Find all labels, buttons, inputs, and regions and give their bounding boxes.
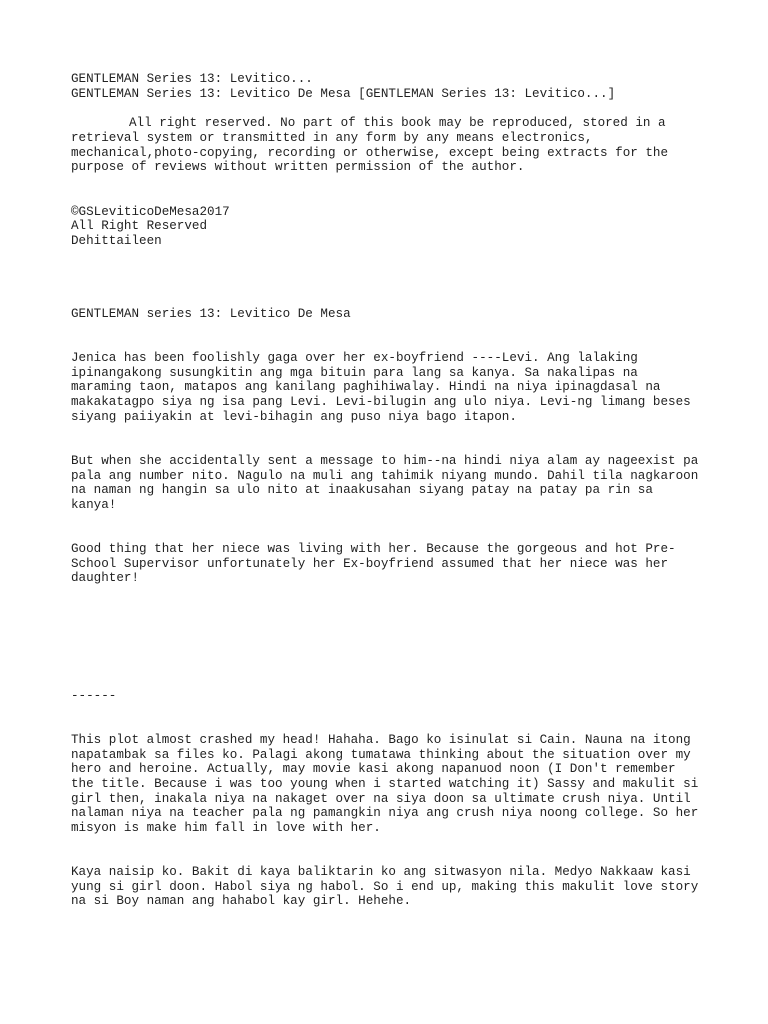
author-note-line: Kaya naisip ko. Bakit di kaya baliktarin ko ang sitwasyon nila. Medyo Nakkaaw kasi xyxy=(71,865,691,879)
author-note-line: na si Boy naman ang hahabol kay girl. Hehehe. xyxy=(71,894,412,908)
author-note-line: misyon is make him fall in love with her. xyxy=(71,821,381,835)
author-note-line: This plot almost crashed my head! Hahaha. Bago ko isinulat si Cain. Nauna na itong xyxy=(71,733,691,747)
author-note-line: girl then, inakala niya na nakaget over na siya doon sa ultimate crush niya. Until xyxy=(71,792,691,806)
author-note-line: nalaman niya na teacher pala ng pamangkin niya ang crush niya noong college. So her xyxy=(71,806,699,820)
synopsis-line: But when she accidentally sent a message to him--na hindi niya alam ay nageexist pa xyxy=(71,454,699,468)
copyright-notice-line: purpose of reviews without written permission of the author. xyxy=(71,160,525,174)
copyright-tag: ©GSLeviticoDeMesa2017 xyxy=(71,205,230,219)
author-note-line: the title. Because i was too young when i started watching it) Sassy and makulit si xyxy=(71,777,699,791)
rights-reserved: All Right Reserved xyxy=(71,219,208,233)
synopsis-line: School Supervisor unfortunately her Ex-boyfriend assumed that her niece was her xyxy=(71,557,669,571)
synopsis-line: makakatagpo siya ng isa pang Levi. Levi-bilugin ang ulo niya. Levi-ng limang beses xyxy=(71,395,691,409)
synopsis-line: na naman ng hangin sa ulo nito at inaakusahan siyang patay na patay pa rin sa xyxy=(71,483,653,497)
copyright-notice-line: All right reserved. No part of this book may be reproduced, stored in a xyxy=(129,116,666,130)
section-divider: ------ xyxy=(71,689,117,703)
synopsis-line: Jenica has been foolishly gaga over her ex-boyfriend ----Levi. Ang lalaking xyxy=(71,351,638,365)
synopsis-line: daughter! xyxy=(71,571,140,585)
author-note-line: hero and heroine. Actually, may movie kasi akong napanuod noon (I Don't remember xyxy=(71,762,676,776)
synopsis-line: kanya! xyxy=(71,498,117,512)
document-title-full: GENTLEMAN Series 13: Levitico De Mesa [GENTLEMAN Series 13: Levitico...] xyxy=(71,87,616,101)
synopsis-line: ipinangakong susungkitin ang mga bituin para lang sa kanya. Sa nakalipas na xyxy=(71,366,638,380)
document-title-short: GENTLEMAN Series 13: Levitico... xyxy=(71,72,313,86)
synopsis-line: siyang paiiyakin at levi-bihagin ang puso niya bago itapon. xyxy=(71,410,517,424)
copyright-notice-line: retrieval system or transmitted in any form by any means electronics, xyxy=(71,131,593,145)
synopsis-line: Good thing that her niece was living with her. Because the gorgeous and hot Pre- xyxy=(71,542,676,556)
author-note-line: yung si girl doon. Habol siya ng habol. So i end up, making this makulit love story xyxy=(71,880,699,894)
author-note-line: napatambak sa files ko. Palagi akong tumatawa thinking about the situation over my xyxy=(71,748,691,762)
series-heading: GENTLEMAN series 13: Levitico De Mesa xyxy=(71,307,351,321)
copyright-notice-line: mechanical,photo-copying, recording or otherwise, except being extracts for the xyxy=(71,146,669,160)
synopsis-line: maraming taon, matapos ang kanilang paghihiwalay. Hindi na niya ipinagdasal na xyxy=(71,380,661,394)
author-name: Dehittaileen xyxy=(71,234,162,248)
synopsis-line: pala ang number nito. Nagulo na muli ang tahimik niyang mundo. Dahil tila nagkaroon xyxy=(71,469,699,483)
